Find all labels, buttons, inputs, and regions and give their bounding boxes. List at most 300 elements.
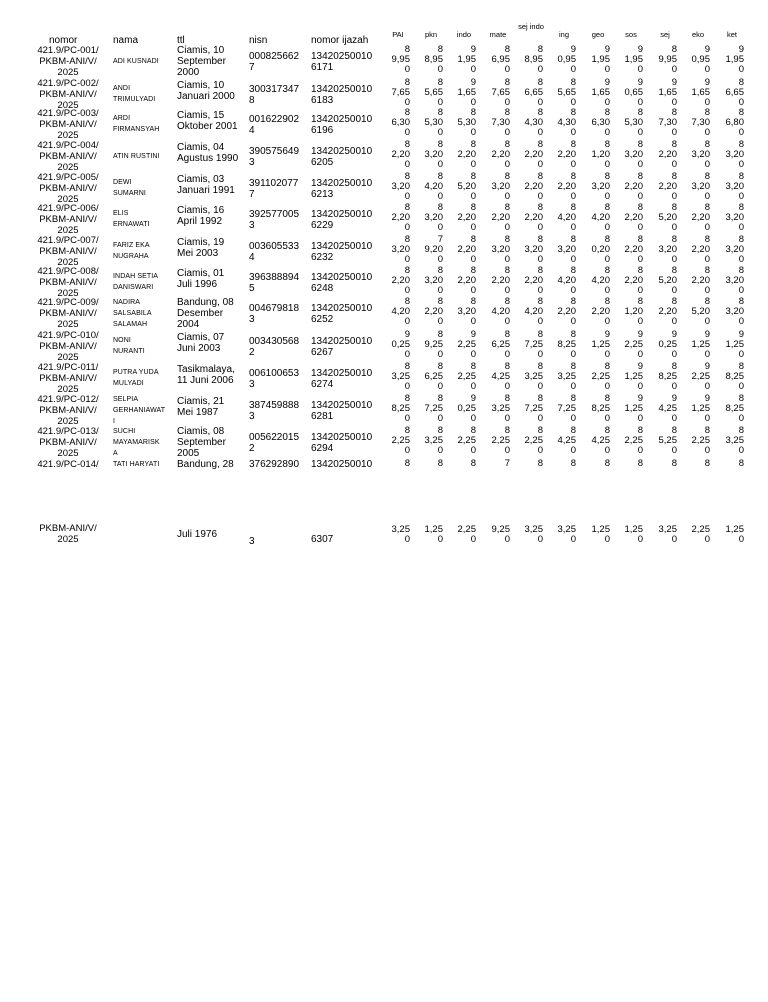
row-nama-line: MAYAMARISK — [113, 439, 160, 446]
score-cell: 0 — [404, 413, 410, 424]
row-nomor-ijazah-line: 13420250010 — [311, 114, 373, 125]
score-cell: 0 — [437, 254, 443, 265]
score-cell: 0 — [470, 191, 476, 202]
score-cell: 8 — [738, 393, 744, 404]
continuation-score-cell: 3,25 — [658, 524, 677, 535]
score-cell: 0 — [671, 413, 677, 424]
score-cell: 0 — [437, 349, 443, 360]
score-cell: 2,20 — [557, 149, 576, 160]
row-nama-line: ANDI — [113, 85, 131, 92]
score-cell: 8 — [570, 329, 576, 340]
score-cell: 9 — [738, 329, 744, 340]
score-cell: 2,20 — [391, 212, 410, 223]
row-nama-line: FARIZ EKA — [113, 242, 150, 249]
header-subject-sej: sej — [660, 30, 670, 39]
score-cell: 6,65 — [725, 87, 744, 98]
score-cell: 8 — [504, 265, 510, 276]
row-nomor-ijazah-line: 13420250010 — [311, 209, 373, 220]
score-cell: 8 — [404, 361, 410, 372]
score-cell: 0 — [637, 381, 643, 392]
score-cell: 8 — [738, 139, 744, 150]
row-ttl-line: Mei 2003 — [177, 248, 219, 259]
score-cell: 0 — [570, 413, 576, 424]
score-cell: 8 — [704, 202, 710, 213]
score-cell: 5,20 — [691, 306, 710, 317]
continuation-score-cell: 1,25 — [725, 524, 744, 535]
row-nomor-line: PKBM-ANI/V/ — [39, 151, 97, 162]
score-cell: 7,30 — [691, 117, 710, 128]
row-nama-line: NURANTI — [113, 348, 145, 355]
score-cell: 0 — [470, 316, 476, 327]
row-nisn-line: 2 — [249, 347, 255, 358]
score-cell: 0 — [704, 381, 710, 392]
row-nomor-line: 2025 — [57, 67, 79, 78]
score-cell: 8 — [537, 44, 543, 55]
row-nomor-line: PKBM-ANI/V/ — [39, 119, 97, 130]
row-nomor-ijazah-line: 13420250010 — [311, 241, 373, 252]
score-cell: 2,20 — [624, 244, 643, 255]
score-cell: 8 — [604, 139, 610, 150]
score-cell: 0 — [738, 222, 744, 233]
row-nama-line: ARDI — [113, 115, 131, 122]
score-cell: 8 — [504, 393, 510, 404]
row-nomor-line: 421.9/PC-007/ — [37, 235, 99, 246]
row-nomor-line: PKBM-ANI/V/ — [39, 405, 97, 416]
score-cell: 8 — [738, 234, 744, 245]
score-cell: 0 — [570, 254, 576, 265]
score-cell: 8 — [671, 234, 677, 245]
score-cell: 8 — [704, 425, 710, 436]
score-cell: 1,95 — [457, 54, 476, 65]
score-cell: 0 — [637, 285, 643, 296]
score-cell: 1,65 — [691, 87, 710, 98]
score-cell: 0 — [437, 445, 443, 456]
score-cell: 8 — [437, 458, 443, 469]
score-cell: 8 — [738, 361, 744, 372]
score-cell: 8 — [570, 234, 576, 245]
row-nama-line: NONI — [113, 337, 131, 344]
score-cell: 8 — [537, 107, 543, 118]
score-cell: 0 — [570, 127, 576, 138]
row-nisn-line: 7 — [249, 189, 255, 200]
score-cell: 8 — [637, 296, 643, 307]
score-cell: 0 — [504, 381, 510, 392]
score-cell: 0 — [470, 381, 476, 392]
row-nama-line: SALSABILA — [113, 310, 152, 317]
score-cell: 6,25 — [424, 371, 443, 382]
score-cell: 2,20 — [624, 212, 643, 223]
row-ttl-line: Bandung, 28 — [177, 459, 234, 470]
score-cell: 8 — [470, 458, 476, 469]
score-cell: 9 — [704, 361, 710, 372]
row-nomor-line: PKBM-ANI/V/ — [39, 277, 97, 288]
row-nama-line: NUGRAHA — [113, 253, 149, 260]
header-subject-indo: indo — [456, 30, 472, 39]
score-cell: 9 — [470, 44, 476, 55]
row-ttl-line: Juni 2003 — [177, 343, 221, 354]
row-nomor-ijazah-line: 6205 — [311, 157, 334, 168]
score-cell: 0 — [404, 254, 410, 265]
score-cell: 8 — [404, 458, 410, 469]
score-cell: 8 — [437, 171, 443, 182]
row-nama-line: ELIS — [113, 210, 129, 217]
score-cell: 0 — [504, 316, 510, 327]
row-ttl-line: Ciamis, 15 — [177, 110, 225, 121]
score-cell: 8 — [704, 139, 710, 150]
score-cell: 8 — [704, 171, 710, 182]
score-cell: 8 — [537, 77, 543, 88]
score-cell: 0 — [738, 254, 744, 265]
score-cell: 1,95 — [725, 54, 744, 65]
score-cell: 0 — [704, 191, 710, 202]
row-nomor-line: 421.9/PC-009/ — [37, 297, 99, 308]
score-cell: 0 — [537, 349, 543, 360]
row-ttl-line: Desember — [177, 308, 224, 319]
score-cell: 0 — [671, 381, 677, 392]
score-cell: 9 — [671, 329, 677, 340]
score-cell: 6,25 — [491, 339, 510, 350]
score-cell: 6,65 — [524, 87, 543, 98]
score-cell: 0 — [637, 127, 643, 138]
score-cell: 2,20 — [491, 212, 510, 223]
score-cell: 0 — [604, 413, 610, 424]
score-cell: 0 — [470, 64, 476, 75]
row-nomor-ijazah-line: 6232 — [311, 252, 334, 263]
score-cell: 0 — [704, 445, 710, 456]
score-cell: 0 — [504, 445, 510, 456]
score-cell: 8 — [604, 202, 610, 213]
continuation-score-cell: 1,25 — [424, 524, 443, 535]
score-cell: 3,25 — [725, 435, 744, 446]
score-cell: 9 — [637, 77, 643, 88]
row-nomor-ijazah-line: 13420250010 — [311, 459, 373, 470]
header-subject-sos: sos — [625, 30, 637, 39]
header-subject-PAI: PAI — [392, 30, 404, 39]
score-cell: 0 — [404, 381, 410, 392]
score-cell: 0 — [738, 349, 744, 360]
continuation-score-cell: 3,25 — [524, 524, 543, 535]
score-cell: 0,20 — [591, 244, 610, 255]
header-subject-geo: geo — [591, 30, 605, 39]
row-ttl-line: 2004 — [177, 319, 200, 330]
score-cell: 0 — [604, 349, 610, 360]
score-cell: 9 — [704, 393, 710, 404]
row-nomor-line: PKBM-ANI/V/ — [39, 56, 97, 67]
row-ttl-line: Ciamis, 21 — [177, 396, 225, 407]
row-nomor-line: 421.9/PC-011/ — [37, 362, 99, 373]
header-subject-eko: eko — [691, 30, 705, 39]
score-cell: 0 — [604, 64, 610, 75]
score-cell: 9 — [570, 44, 576, 55]
row-nisn-line: 3 — [249, 220, 255, 231]
score-cell: 0 — [637, 349, 643, 360]
score-cell: 3,20 — [424, 212, 443, 223]
score-cell: 2,20 — [524, 275, 543, 286]
score-cell: 0 — [437, 127, 443, 138]
row-nomor-ijazah-line: 6171 — [311, 62, 334, 73]
score-cell: 9,20 — [424, 244, 443, 255]
score-cell: 8 — [570, 393, 576, 404]
score-cell: 0 — [570, 191, 576, 202]
score-cell: 0 — [671, 285, 677, 296]
score-cell: 8 — [404, 425, 410, 436]
score-cell: 3,20 — [725, 212, 744, 223]
score-cell: 8 — [537, 393, 543, 404]
score-cell: 1,65 — [591, 87, 610, 98]
score-cell: 0 — [637, 159, 643, 170]
score-cell: 2,25 — [691, 371, 710, 382]
score-cell: 0,95 — [691, 54, 710, 65]
score-cell: 8 — [537, 171, 543, 182]
score-cell: 0 — [537, 254, 543, 265]
header-ttl: ttl — [177, 35, 185, 46]
score-cell: 8 — [637, 425, 643, 436]
row-ttl-line: September — [177, 437, 226, 448]
score-cell: 7,65 — [491, 87, 510, 98]
header-subject-ket: ket — [726, 30, 737, 39]
score-cell: 8 — [604, 296, 610, 307]
row-nomor-line: 421.9/PC-010/ — [37, 330, 99, 341]
score-cell: 0 — [704, 413, 710, 424]
score-cell: 2,20 — [691, 275, 710, 286]
score-cell: 0 — [738, 413, 744, 424]
score-cell: 9 — [671, 77, 677, 88]
score-cell: 0 — [504, 64, 510, 75]
row-nomor-line: 2025 — [57, 416, 79, 427]
score-cell: 0 — [671, 64, 677, 75]
score-cell: 8 — [671, 361, 677, 372]
continuation-score-cell: 0 — [537, 534, 543, 545]
score-cell: 5,65 — [424, 87, 443, 98]
score-cell: 8 — [604, 425, 610, 436]
score-cell: 0,25 — [391, 339, 410, 350]
score-cell: 6,95 — [491, 54, 510, 65]
score-cell: 8 — [470, 171, 476, 182]
row-nisn-line: 3 — [249, 314, 255, 325]
row-nisn-line: 003605533 — [249, 241, 300, 252]
score-cell: 9 — [637, 393, 643, 404]
score-cell: 0 — [570, 159, 576, 170]
score-cell: 8 — [738, 202, 744, 213]
score-cell: 0 — [738, 127, 744, 138]
score-cell: 9 — [704, 77, 710, 88]
score-cell: 1,25 — [691, 403, 710, 414]
score-cell: 8 — [470, 296, 476, 307]
score-cell: 3,25 — [557, 371, 576, 382]
header-subject-sej-indo: sej indo — [518, 22, 544, 31]
score-cell: 0 — [738, 285, 744, 296]
row-nomor-ijazah-line: 6267 — [311, 347, 334, 358]
row-nomor-line: 421.9/PC-013/ — [37, 426, 99, 437]
row-nisn-line: 4 — [249, 252, 255, 263]
header-subject-mate: mate — [489, 30, 507, 39]
row-nisn-line: 396388894 — [249, 272, 300, 283]
score-cell: 0 — [671, 97, 677, 108]
score-cell: 0 — [704, 127, 710, 138]
score-cell: 8 — [570, 425, 576, 436]
header-nomor-ijazah: nomor ijazah — [311, 35, 369, 46]
row-nisn-line: 2 — [249, 443, 255, 454]
score-cell: 8 — [671, 296, 677, 307]
row-nomor-ijazah-line: 13420250010 — [311, 84, 373, 95]
row-nisn-line: 3 — [249, 379, 255, 390]
continuation-score-cell: 0 — [404, 534, 410, 545]
score-cell: 9,95 — [391, 54, 410, 65]
score-cell: 0 — [570, 222, 576, 233]
row-ttl-line: Ciamis, 08 — [177, 426, 225, 437]
score-cell: 9 — [604, 329, 610, 340]
score-cell: 8 — [437, 77, 443, 88]
score-cell: 2,25 — [491, 435, 510, 446]
row-nomor-ijazah-line: 6248 — [311, 283, 334, 294]
row-nisn-line: 5 — [249, 283, 255, 294]
row-ttl-line: Ciamis, 10 — [177, 45, 225, 56]
row-nomor-ijazah-line: 13420250010 — [311, 432, 373, 443]
row-nomor-line: 2025 — [57, 100, 79, 111]
row-ttl-line: Tasikmalaya, — [177, 364, 235, 375]
score-cell: 8 — [570, 296, 576, 307]
score-cell: 8 — [704, 458, 710, 469]
row-ttl-line: Oktober 2001 — [177, 121, 238, 132]
score-cell: 8 — [437, 107, 443, 118]
score-cell: 3,20 — [391, 181, 410, 192]
score-cell: 0 — [470, 445, 476, 456]
row-nomor-line: 2025 — [57, 352, 79, 363]
score-cell: 8 — [537, 458, 543, 469]
score-cell: 0 — [437, 64, 443, 75]
score-cell: 7,25 — [524, 339, 543, 350]
continuation-score-cell: 0 — [504, 534, 510, 545]
score-cell: 0 — [671, 254, 677, 265]
score-cell: 2,20 — [391, 275, 410, 286]
row-nama-line: A — [113, 450, 118, 457]
row-nama-line: GERHANIAWAT — [113, 407, 166, 414]
score-cell: 0 — [637, 413, 643, 424]
row-nisn-line: 006100653 — [249, 368, 300, 379]
score-cell: 2,20 — [457, 212, 476, 223]
score-cell: 3,20 — [424, 275, 443, 286]
score-cell: 4,30 — [557, 117, 576, 128]
score-cell: 0 — [738, 445, 744, 456]
score-cell: 3,25 — [391, 371, 410, 382]
row-nisn-line: 391102077 — [249, 178, 299, 189]
score-cell: 5,30 — [424, 117, 443, 128]
row-nomor-line: 2025 — [57, 130, 79, 141]
score-cell: 5,20 — [457, 181, 476, 192]
score-cell: 8 — [504, 202, 510, 213]
score-cell: 4,20 — [557, 212, 576, 223]
row-nomor-line: 421.9/PC-006/ — [37, 203, 99, 214]
score-cell: 0 — [604, 191, 610, 202]
score-cell: 8 — [504, 107, 510, 118]
score-cell: 8 — [671, 265, 677, 276]
header-nisn: nisn — [249, 35, 268, 46]
score-cell: 0 — [738, 381, 744, 392]
score-cell: 0 — [437, 316, 443, 327]
score-cell: 8 — [738, 77, 744, 88]
score-cell: 8 — [637, 139, 643, 150]
score-cell: 0 — [637, 191, 643, 202]
row-nomor-line: 421.9/PC-008/ — [37, 266, 99, 277]
score-cell: 8 — [738, 425, 744, 436]
score-cell: 8 — [537, 139, 543, 150]
score-cell: 3,20 — [691, 181, 710, 192]
score-cell: 9 — [637, 44, 643, 55]
score-cell: 0 — [504, 191, 510, 202]
row-ttl-line: April 1992 — [177, 216, 223, 227]
row-nisn-line: 300317347 — [249, 84, 300, 95]
continuation-nisn-line: 3 — [249, 536, 255, 547]
row-nama-line: ADI KUSNADI — [113, 58, 159, 65]
score-cell: 0 — [504, 285, 510, 296]
score-cell: 3,20 — [725, 306, 744, 317]
score-cell: 0 — [537, 191, 543, 202]
row-ttl-line: Ciamis, 07 — [177, 332, 225, 343]
row-nisn-line: 376292890 — [249, 459, 300, 470]
row-nomor-line: 421.9/PC-004/ — [37, 140, 99, 151]
score-cell: 2,25 — [591, 371, 610, 382]
continuation-nomor-line: 2025 — [57, 534, 79, 545]
score-cell: 8 — [470, 425, 476, 436]
score-cell: 2,20 — [658, 149, 677, 160]
row-nomor-line: 421.9/PC-002/ — [37, 78, 99, 89]
row-ttl-line: 2005 — [177, 448, 200, 459]
score-cell: 3,20 — [591, 181, 610, 192]
score-cell: 0 — [704, 349, 710, 360]
score-cell: 9 — [604, 44, 610, 55]
score-cell: 0 — [604, 159, 610, 170]
score-cell: 0 — [570, 64, 576, 75]
score-cell: 0 — [604, 381, 610, 392]
score-cell: 8 — [437, 425, 443, 436]
score-cell: 8 — [704, 234, 710, 245]
row-nomor-line: 2025 — [57, 319, 79, 330]
row-nomor-ijazah-line: 13420250010 — [311, 51, 373, 62]
score-cell: 8 — [671, 458, 677, 469]
score-cell: 3,20 — [725, 149, 744, 160]
score-cell: 0 — [404, 285, 410, 296]
score-cell: 2,25 — [391, 435, 410, 446]
score-cell: 9 — [738, 44, 744, 55]
score-cell: 0 — [437, 97, 443, 108]
score-cell: 0 — [470, 127, 476, 138]
row-nama-line: ATIN RUSTINI — [113, 153, 160, 160]
score-cell: 1,25 — [624, 403, 643, 414]
score-cell: 8 — [537, 329, 543, 340]
score-cell: 3,20 — [725, 181, 744, 192]
score-cell: 0 — [404, 64, 410, 75]
score-cell: 8 — [404, 107, 410, 118]
row-nomor-line: 2025 — [57, 257, 79, 268]
score-cell: 8 — [504, 44, 510, 55]
score-cell: 8 — [404, 139, 410, 150]
score-cell: 5,20 — [658, 212, 677, 223]
score-cell: 9 — [470, 393, 476, 404]
row-nama-line: I — [113, 418, 116, 425]
score-cell: 8 — [637, 107, 643, 118]
score-cell: 2,25 — [457, 371, 476, 382]
row-nisn-line: 000825662 — [249, 51, 300, 62]
score-cell: 8 — [604, 393, 610, 404]
score-cell: 0 — [504, 254, 510, 265]
score-cell: 4,30 — [524, 117, 543, 128]
row-nomor-line: 2025 — [57, 225, 79, 236]
score-cell: 8 — [504, 234, 510, 245]
score-cell: 2,20 — [391, 149, 410, 160]
score-cell: 2,20 — [524, 212, 543, 223]
score-cell: 8 — [537, 234, 543, 245]
score-cell: 0 — [470, 97, 476, 108]
